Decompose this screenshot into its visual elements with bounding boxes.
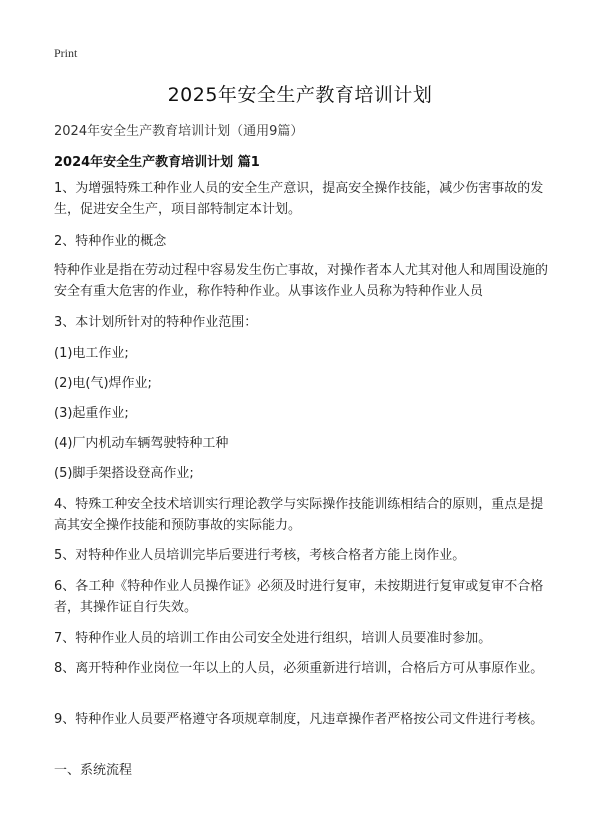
document-title: 2025年安全生产教育培训计划 [167,84,433,106]
print-label: Print [54,46,78,60]
section-heading-system-flow: 一、系统流程 [54,763,133,778]
paragraph-5: 4、特殊工种安全技术培训实行理论教学与实际操作技能训练相结合的原则，重点是提高其安全操作技能和预防事故的实际能力。 [54,497,544,533]
paragraph-7: 6、各工种《特种作业人员操作证》必须及时进行复审，未按期进行复审或复审不合格者，其操作证自行失效。 [54,579,544,615]
paragraph-10: 9、特种作业人员要严格遵守各项规章制度，凡违章操作者严格按公司文件进行考核。 [54,712,544,727]
paragraph-2: 2、特种作业的概念 [54,234,167,249]
list-item-3: (3)起重作业; [54,406,129,421]
paragraph-6: 5、对特种作业人员培训完毕后要进行考核，考核合格者方能上岗作业。 [54,548,466,563]
paragraph-4: 3、本计划所针对的特种作业范围： [54,315,258,330]
paragraph-1: 1、为增强特殊工种作业人员的安全生产意识，提高安全操作技能，减少伤害事故的发生，促进安全生产，项目部特制定本计划。 [54,181,544,217]
section-heading: 2024年安全生产教育培训计划 篇1 [54,155,260,170]
list-item-1: (1)电工作业; [54,346,129,361]
list-item-2: (2)电(气)焊作业; [54,376,152,391]
list-item-4: (4)厂内机动车辆驾驶特种工种 [54,436,229,451]
list-item-5: (5)脚手架搭设登高作业; [54,466,194,481]
paragraph-9: 8、离开特种作业岗位一年以上的人员，必须重新进行培训，合格后方可从事原作业。 [54,661,544,676]
paragraph-8: 7、特种作业人员的培训工作由公司安全处进行组织，培训人员要准时参加。 [54,631,492,646]
paragraph-3: 特种作业是指在劳动过程中容易发生伤亡事故，对操作者本人尤其对他人和周围设施的安全有重大危害的作业，称作特种作业。从事该作业人员称为特种作业人员 [54,263,549,299]
document-subtitle: 2024年安全生产教育培训计划（通用9篇） [54,124,304,139]
